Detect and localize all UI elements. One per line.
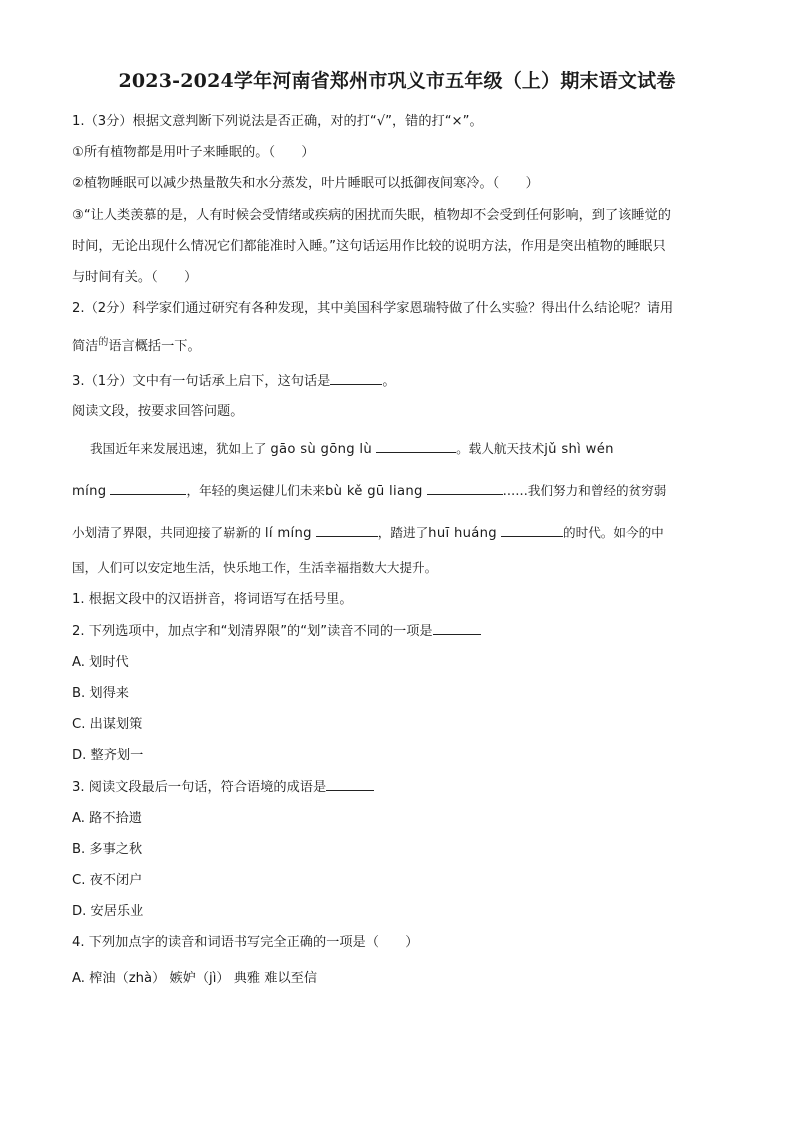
pinyin-prompt: lí míng <box>264 526 312 541</box>
pinyin-prompt: míng <box>72 484 107 499</box>
sub3-option-b[interactable]: B. 多事之秋 <box>72 842 143 857</box>
q1-statement-3-line1: ③“让人类羡慕的是，人有时候会受情绪或疾病的困扰而失眠，植物却不会受到任何影响，到了该睡觉的 <box>72 208 671 223</box>
pinyin-prompt: bù kě gū liang <box>325 484 423 499</box>
passage-text: 小划清了界限，共同迎接了崭新的 <box>72 525 261 540</box>
q1-statement-3-line3: 与时间有关。（ ） <box>72 270 198 285</box>
passage-line-1 <box>90 438 614 457</box>
q2-text-a: 简洁 <box>72 339 99 354</box>
pinyin-prompt: gāo sù gōng lù <box>270 442 373 457</box>
sub2-option-b[interactable]: B. 划得来 <box>72 686 129 701</box>
pinyin-answer-blank[interactable] <box>316 524 378 537</box>
sub2-option-a[interactable]: A. 划时代 <box>72 655 129 670</box>
sub2-stem: 2. 下列选项中，加点字和“划清界限”的“划”读音不同的一项是 <box>72 624 433 639</box>
sub-question-1: 1. 根据文段中的汉语拼音，将词语写在括号里。 <box>72 592 353 607</box>
pinyin-answer-blank[interactable] <box>501 524 563 537</box>
pinyin-prompt: huī huáng <box>428 526 497 541</box>
q2-superscript: 的 <box>98 337 109 348</box>
passage-line-2 <box>72 480 666 499</box>
sub2-answer-blank[interactable] <box>433 622 481 635</box>
sub2-option-d[interactable]: D. 整齐划一 <box>72 748 144 763</box>
pinyin-answer-blank[interactable] <box>110 482 186 495</box>
sub3-answer-blank[interactable] <box>326 778 374 791</box>
passage-line-4: 国，人们可以安定地生活，快乐地工作，生活幸福指数大大提升。 <box>72 560 438 575</box>
page-title: 2023-2024学年河南省郑州市巩义市五年级（上）期末语文试卷 <box>118 70 676 92</box>
q3-end: 。 <box>382 374 396 389</box>
passage-line-3 <box>72 522 664 541</box>
sub3-option-c[interactable]: C. 夜不闭户 <box>72 873 143 888</box>
sub3-option-a[interactable]: A. 路不拾遗 <box>72 811 142 826</box>
sub-question-3 <box>72 776 374 795</box>
passage-text: ……我们努力和曾经的贫穷弱 <box>502 483 667 498</box>
q3-answer-blank[interactable] <box>330 372 382 385</box>
sub3-option-d[interactable]: D. 安居乐业 <box>72 904 144 919</box>
q3-stem: 3.（1分）文中有一句话承上启下，这句话是 <box>72 374 331 389</box>
passage-text: 的时代。如今的中 <box>563 525 664 540</box>
q2-line2 <box>72 335 201 354</box>
q2-line1: 2.（2分）科学家们通过研究有各种发现，其中美国科学家恩瑞特做了什么实验？得出什么结论呢？请用 <box>72 301 674 316</box>
pinyin-answer-blank[interactable] <box>427 482 503 495</box>
passage-text: ，踏进了 <box>377 525 429 540</box>
pinyin-answer-blank[interactable] <box>376 440 456 453</box>
sub-question-4: 4. 下列加点字的读音和词语书写完全正确的一项是（ ） <box>72 935 419 950</box>
q1-statement-2: ②植物睡眠可以减少热量散失和水分蒸发，叶片睡眠可以抵御夜间寒冷。（ ） <box>72 176 539 191</box>
q1-statement-3-line2: 时间，无论出现什么情况它们都能准时入睡。”这句话运用作比较的说明方法，作用是突出植物的睡眠只 <box>72 239 666 254</box>
passage-text: 。载人航天技术 <box>456 441 545 456</box>
sub3-stem: 3. 阅读文段最后一句话，符合语境的成语是 <box>72 780 327 795</box>
q2-text-b: 语言概括一下。 <box>108 339 201 354</box>
sub2-option-c[interactable]: C. 出谋划策 <box>72 717 143 732</box>
passage-text: ，年轻的奥运健儿们未来 <box>186 483 325 498</box>
q1-statement-1: ①所有植物都是用叶子来睡眠的。（ ） <box>72 145 315 160</box>
pinyin-prompt: jǔ shì wén <box>544 442 614 457</box>
q1-stem: 1.（3分）根据文意判断下列说法是否正确，对的打“√”，错的打“×”。 <box>72 114 483 129</box>
sub4-option-a[interactable]: A. 榨油（zhà） 嫉妒（jì） 典雅 难以至信 <box>72 971 318 986</box>
q3-line <box>72 370 396 389</box>
sub-question-2 <box>72 620 481 639</box>
reading-intro: 阅读文段，按要求回答问题。 <box>72 404 244 419</box>
passage-text: 我国近年来发展迅速，犹如上了 <box>90 441 267 456</box>
